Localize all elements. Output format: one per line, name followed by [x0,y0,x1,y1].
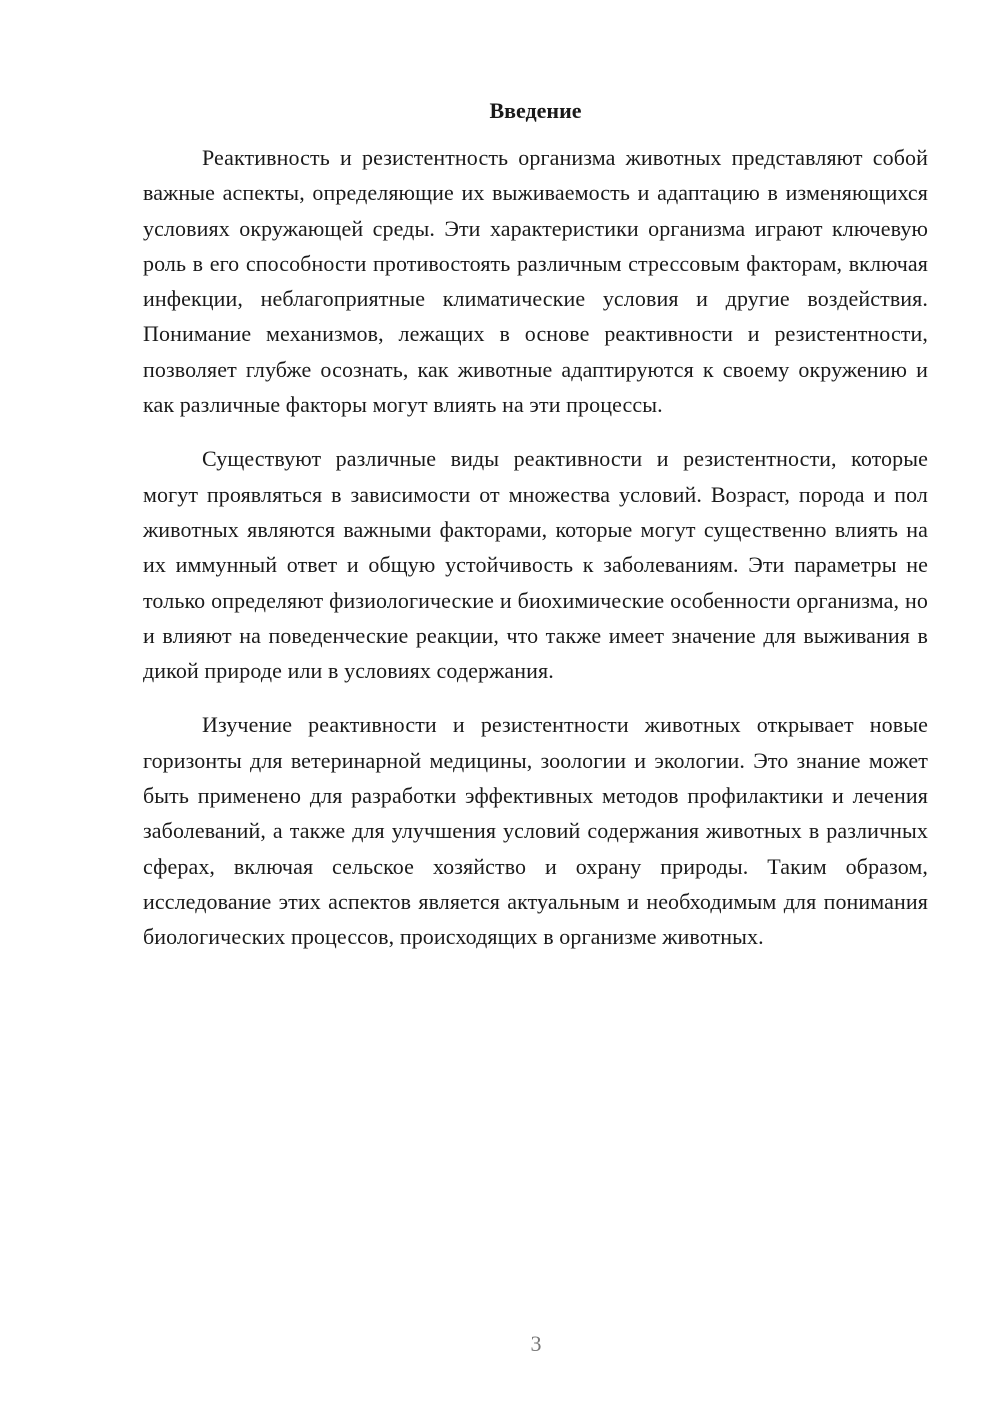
paragraph-1: Реактивность и резистентность организма животных представляют собой важные аспекты, определяющие их выживаемость и адаптацию в изменяющихся условиях окружающей среды. Эти характеристики организма играют ключевую роль в его способности противостоять различным стрессовым факторам, включая инфекции, неблагоприятные климатические условия и другие воздействия. Понимание механизмов, лежащих в основе реактивности и резистентности, позволяет глубже осознать, как животные адаптируются к своему окружению и как различные факторы могут влиять на эти процессы. [143,145,928,418]
paragraph-3: Изучение реактивности и резистентности животных открывает новые горизонты для ветеринарной медицины, зоологии и экологии. Это знание может быть применено для разработки эффективных методов профилактики и лечения заболеваний, а также для улучшения условий содержания животных в различных сферах, включая сельское хозяйство и охрану природы. Таким образом, исследование этих аспектов является актуальным и необходимым для понимания биологических процессов, происходящих в организме животных. [143,712,928,950]
page-content [143,94,928,974]
paragraph-2: Существуют различные виды реактивности и резистентности, которые могут проявляться в зависимости от множества условий. Возраст, порода и пол животных являются важными факторами, которые могут существенно влиять на их иммунный ответ и общую устойчивость к заболеваниям. Эти параметры не только определяют физиологические и биохимические особенности организма, но и влияют на поведенческие реакции, что также имеет значение для выживания в дикой природе или в условиях содержания. [143,446,928,684]
page-number: 3 [530,1331,542,1356]
section-title: Введение [489,98,582,123]
